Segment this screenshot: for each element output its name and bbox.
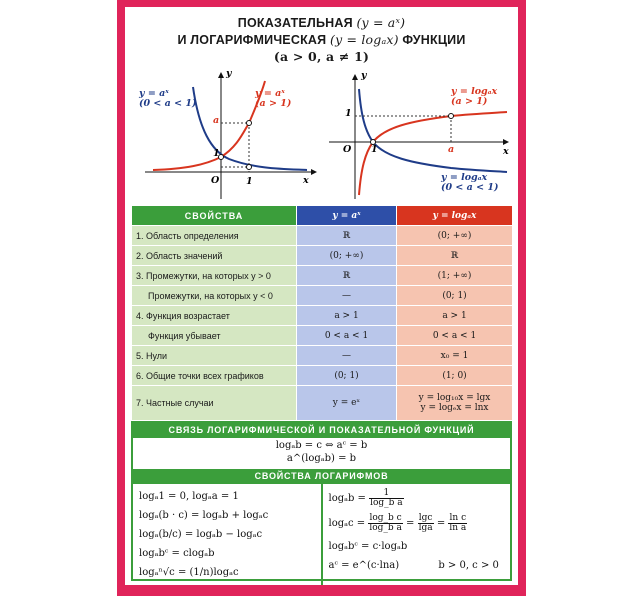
table-row [132,246,513,266]
relation-formula-1: logₐb = c ⇔ aᶜ = b [275,440,368,451]
formula: logₐbᶜ = c·logₐb [328,541,408,552]
row-label: 5. Нули [132,346,297,366]
special-case-lg: y = log₁₀x = lgx [418,393,491,403]
row-label: 3. Промежутки, на которых y > 0 [132,266,297,286]
row-exp-value: — [297,286,397,306]
row-exp-value: a > 1 [297,306,397,326]
table-row [132,286,513,306]
y-axis-arrow [352,74,358,80]
relation-formula-2: a^(logₐb) = b [286,453,357,464]
table-row [132,266,513,286]
exp-axis-y: y [226,68,232,79]
fraction: $\frac{1}{\text{log\_b a}}$ [370,488,403,508]
fraction: $\frac{\text{log\_b c}}{\text{log\_b a}}$ [369,513,402,533]
log-properties-header: СВОЙСТВА ЛОГАРИФМОВ [133,469,510,484]
exp-tick-1-x: 1 [246,176,253,187]
row-log-value: (0; 1) [397,286,513,306]
log-axis-y: y [361,70,367,81]
fraction: $\frac{\text{ln c}}{\text{ln a}}$ [449,513,467,533]
log-graph [321,69,518,201]
properties-table [131,205,513,421]
log-origin: O [343,144,352,155]
point-a-1 [449,114,454,119]
row-log-value: (1; 0) [397,366,513,386]
row-exp-value: (0; 1) [297,366,397,386]
formula-change-base-1: logₐb = $\frac{1}{\text{log\_b a}}$ [328,488,403,508]
log-tick-1-x: 1 [371,144,378,155]
title-line-1: ПОКАЗАТЕЛЬНАЯ (y = aˣ) [237,15,406,30]
log-properties-right [321,484,511,585]
log-tick-a: a [448,144,455,155]
x-axis-arrow [503,139,509,145]
formula-exp-identity: aᶜ = e^(c·lna) b > 0, c > 0 [328,560,499,571]
row-exp-value: (0; +∞) [297,246,397,266]
exp-tick-1-y: 1 [213,148,220,159]
special-case-ln: y = logₑx = lnx [420,403,489,413]
table-row [132,386,513,421]
poster-frame [117,0,526,596]
poster-content [125,7,518,585]
row-log-value: (0; +∞) [397,226,513,246]
exp-axis-x: x [303,175,309,186]
row-exp-value: 0 < a < 1 [297,326,397,346]
formula: logₐⁿ√c = (1/n)logₐc [139,567,239,578]
row-label: Функция убывает [132,326,297,346]
exp-label-blue: y = aˣ (0 < a < 1) [139,88,197,109]
title-line-3: (a > 0, a ≠ 1) [273,49,370,64]
row-label: 1. Область определения [132,226,297,246]
row-label: Промежутки, на которых y < 0 [132,286,297,306]
row-label: 4. Функция возрастает [132,306,297,326]
table-row [132,226,513,246]
formula: logₐ1 = 0, logₐa = 1 [139,491,239,502]
header-properties: СВОЙСТВА [132,206,297,226]
row-label: 6. Общие точки всех графиков [132,366,297,386]
log-properties-section [131,469,512,581]
formula: logₐbᶜ = clogₐb [139,548,215,559]
row-log-value: (1; +∞) [397,266,513,286]
log-axis-x: x [503,146,509,157]
table-row [132,366,513,386]
table-row [132,346,513,366]
point-1-a-blue [247,165,252,170]
row-exp-value: ℝ [297,226,397,246]
condition: b > 0, c > 0 [438,560,499,571]
x-axis-arrow [311,169,317,175]
header-log: y = logₐx [397,206,513,226]
log-tick-1-y: 1 [345,108,352,119]
log-label-blue: y = logₐx (0 < a < 1) [441,172,499,193]
relation-header: СВЯЗЬ ЛОГАРИФМИЧЕСКОЙ И ПОКАЗАТЕЛЬНОЙ ФУНКЦИЙ [133,423,510,438]
point-a [247,121,252,126]
row-log-value: a > 1 [397,306,513,326]
header-exp: y = aˣ [297,206,397,226]
row-exp-value: ℝ [297,266,397,286]
fraction: $\frac{\lg c}{\lg a}$ [418,513,433,533]
log-label-red: y = logₐx (a > 1) [451,86,498,107]
row-label: 7. Частные случаи [132,386,297,421]
row-log-value: ℝ [397,246,513,266]
table-row [132,326,513,346]
row-log-value: 0 < a < 1 [397,326,513,346]
formula: logₐ(b/c) = logₐb − logₐc [139,529,263,540]
formula-change-base-2: logₐc = $\frac{\text{log\_b c}}{\text{log\_b a}}$ = $\frac{\lg c}{\lg a}$ = $\frac{\text{ln c}}{\text{ln a}}$ [328,513,467,533]
log-properties-columns [133,484,510,585]
table-row [132,306,513,326]
log-properties-left [133,484,321,585]
row-label: 2. Область значений [132,246,297,266]
row-log-value: x₀ = 1 [397,346,513,366]
exp-graph [125,69,318,201]
row-log-value [397,386,513,421]
row-exp-value: — [297,346,397,366]
exp-label-red: y = aˣ (a > 1) [255,88,292,109]
row-exp-value: y = eˣ [297,386,397,421]
table-header [132,206,513,226]
y-axis-arrow [218,72,224,78]
exp-origin: O [211,175,220,186]
relation-section [131,421,512,471]
formula: logₐ(b · c) = logₐb + logₐc [139,510,269,521]
exp-tick-a: a [213,115,220,126]
title-line-2: И ЛОГАРИФМИЧЕСКАЯ (y = logₐx) ФУНКЦИИ [177,32,466,47]
